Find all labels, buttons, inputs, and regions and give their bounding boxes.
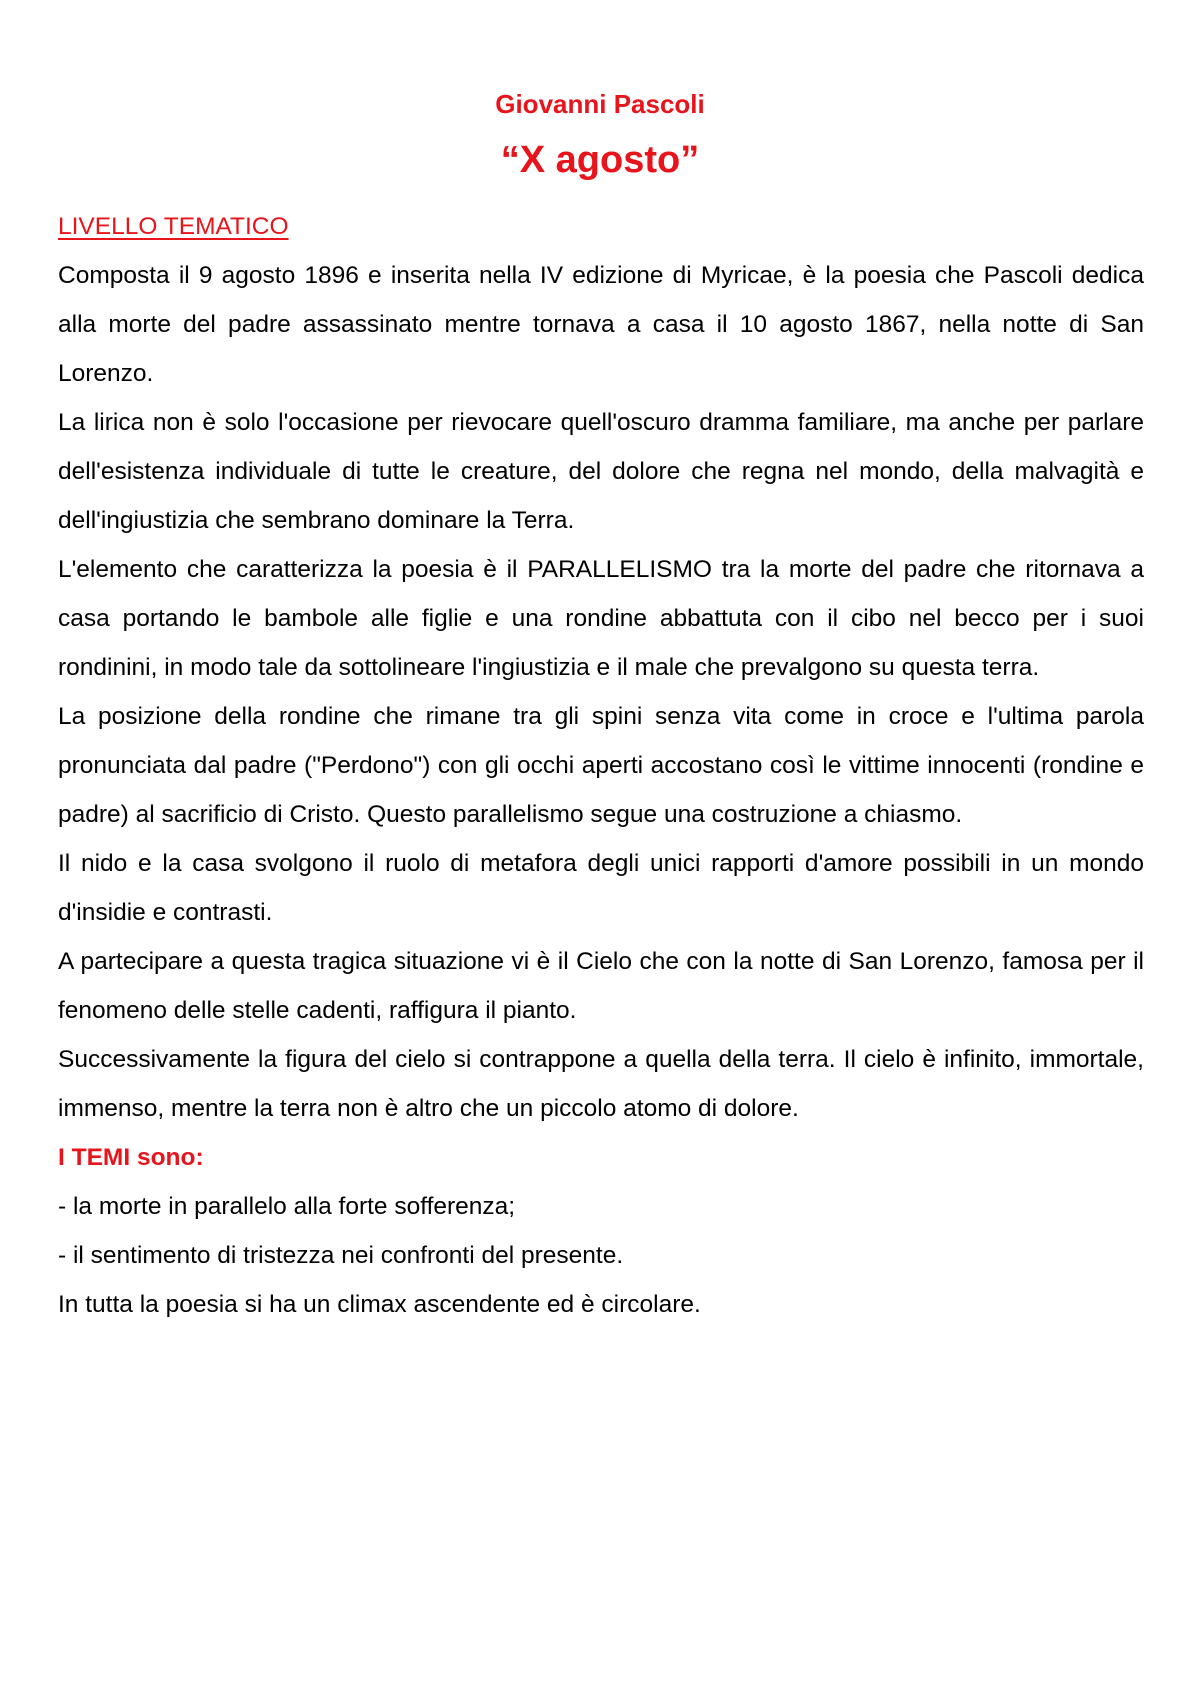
paragraph-composition: Composta il 9 agosto 1896 e inserita nella IV edizione di Myricae, è la poesia che Pascoli dedica alla morte del padre assassinato mentre tornava a casa il 10 agosto 1867, nella notte di San Lorenzo. (58, 262, 1144, 387)
themes-heading: I TEMI sono: (58, 1144, 204, 1171)
paragraph-rondine: La posizione della rondine che rimane tra gli spini senza vita come in croce e l'ultima parola pronunciata dal padre ("Perdono") con gli occhi aperti accostano così le vittime innocenti (rondine e padre) al sacrificio di Cristo. Questo parallelismo segue una costruzione a chiasmo. (58, 703, 1144, 828)
closing-line: In tutta la poesia si ha un climax ascendente ed è circolare. (58, 1291, 701, 1318)
paragraph-lirica: La lirica non è solo l'occasione per rievocare quell'oscuro dramma familiare, ma anche per parlare dell'esistenza individuale di tutte le creature, del dolore che regna nel mondo, della malvagità e dell'ingiustizia che sembrano dominare la Terra. (58, 409, 1144, 534)
paragraph-contrapposizione: Successivamente la figura del cielo si contrappone a quella della terra. Il cielo è infinito, immortale, immenso, mentre la terra non è altro che un piccolo atomo di dolore. (58, 1046, 1144, 1122)
theme-item: - il sentimento di tristezza nei confronti del presente. (58, 1242, 624, 1269)
paragraph-parallelismo: L'elemento che caratterizza la poesia è il PARALLELISMO tra la morte del padre che ritornava a casa portando le bambole alle figlie e una rondine abbattuta con il cibo nel becco per i suoi rondinini, in modo tale da sottolineare l'ingiustizia e il male che prevalgono su questa terra. (58, 556, 1144, 681)
paragraph-nido: Il nido e la casa svolgono il ruolo di metafora degli unici rapporti d'amore possibili in un mondo d'insidie e contrasti. (58, 850, 1144, 926)
paragraph-cielo: A partecipare a questa tragica situazione vi è il Cielo che con la notte di San Lorenzo, famosa per il fenomeno delle stelle cadenti, raffigura il pianto. (58, 948, 1144, 1024)
author-name: Giovanni Pascoli (495, 89, 705, 119)
document-body (58, 202, 1144, 1329)
theme-item: - la morte in parallelo alla forte sofferenza; (58, 1193, 516, 1220)
poem-title: “X agosto” (500, 139, 700, 181)
section-heading: LIVELLO TEMATICO (58, 213, 289, 240)
